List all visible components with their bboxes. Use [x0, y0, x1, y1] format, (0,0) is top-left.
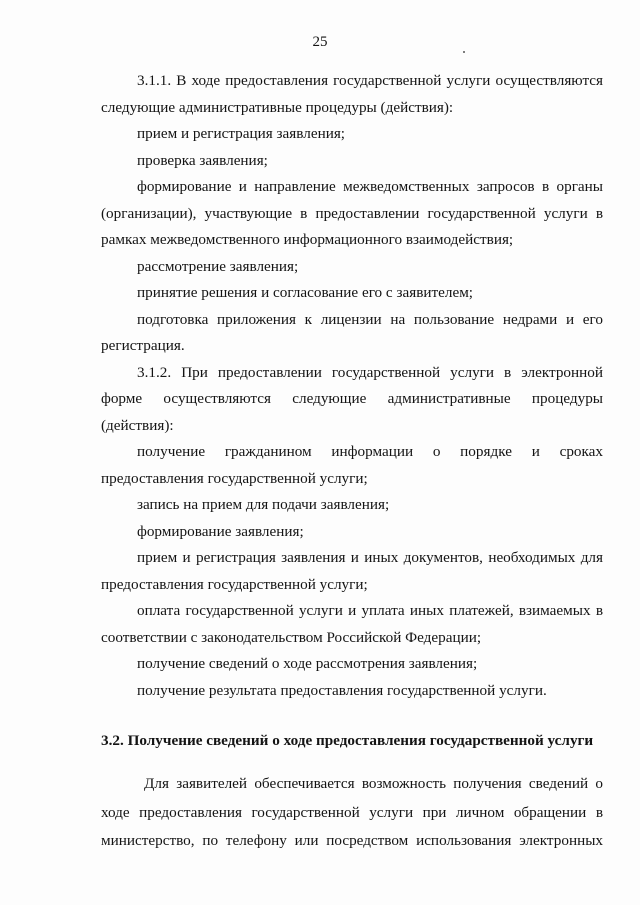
paragraph-3-1-1-intro: 3.1.1. В ходе предоставления государственной услуги осуществляются следующие административные процедуры (действия):: [101, 72, 603, 116]
document-body: [101, 68, 603, 856]
list-item: принятие решения и согласование его с заявителем;: [137, 284, 474, 301]
list-item: формирование заявления;: [137, 522, 304, 540]
list-item: получение гражданином информации о порядке и сроках предоставления государственной услуги;: [101, 443, 603, 487]
list-item: рассмотрение заявления;: [137, 257, 299, 275]
list-item: прием и регистрация заявления и иных документов, необходимых для предоставления государственной услуги;: [101, 549, 603, 593]
section-heading: 3.2. Получение сведений о ходе предоставления государственной услуги: [101, 732, 594, 749]
list-item: получение сведений о ходе рассмотрения заявления;: [137, 655, 478, 672]
list-item: проверка заявления;: [137, 151, 268, 169]
list-item: прием и регистрация заявления;: [137, 125, 346, 142]
list-item: формирование и направление межведомственных запросов в органы (организации), участвующие в предоставлении государственной услуги в рамках межведомственного информационного взаимодействия;: [101, 178, 603, 248]
list-item: получение результата предоставления государственной услуги.: [137, 681, 547, 699]
paragraph-3-1-2-intro: 3.1.2. При предоставлении государственной услуги в электронной форме осуществляются следующие административные процедуры (действия):: [101, 363, 603, 434]
scan-speck: [463, 51, 465, 53]
page-number: 25: [312, 34, 328, 50]
paragraph-3-2-body: Для заявителей обеспечивается возможность получения сведений о ходе предоставления государственной услуги при личном обращении в министерство, по телефону или посредством использования электронных: [101, 775, 603, 849]
list-item: запись на прием для подачи заявления;: [137, 496, 390, 513]
list-item: оплата государственной услуги и уплата иных платежей, взимаемых в соответствии с законодательством Российской Федерации;: [101, 602, 603, 646]
list-item: подготовка приложения к лицензии на пользование недрами и его регистрация.: [101, 310, 603, 354]
